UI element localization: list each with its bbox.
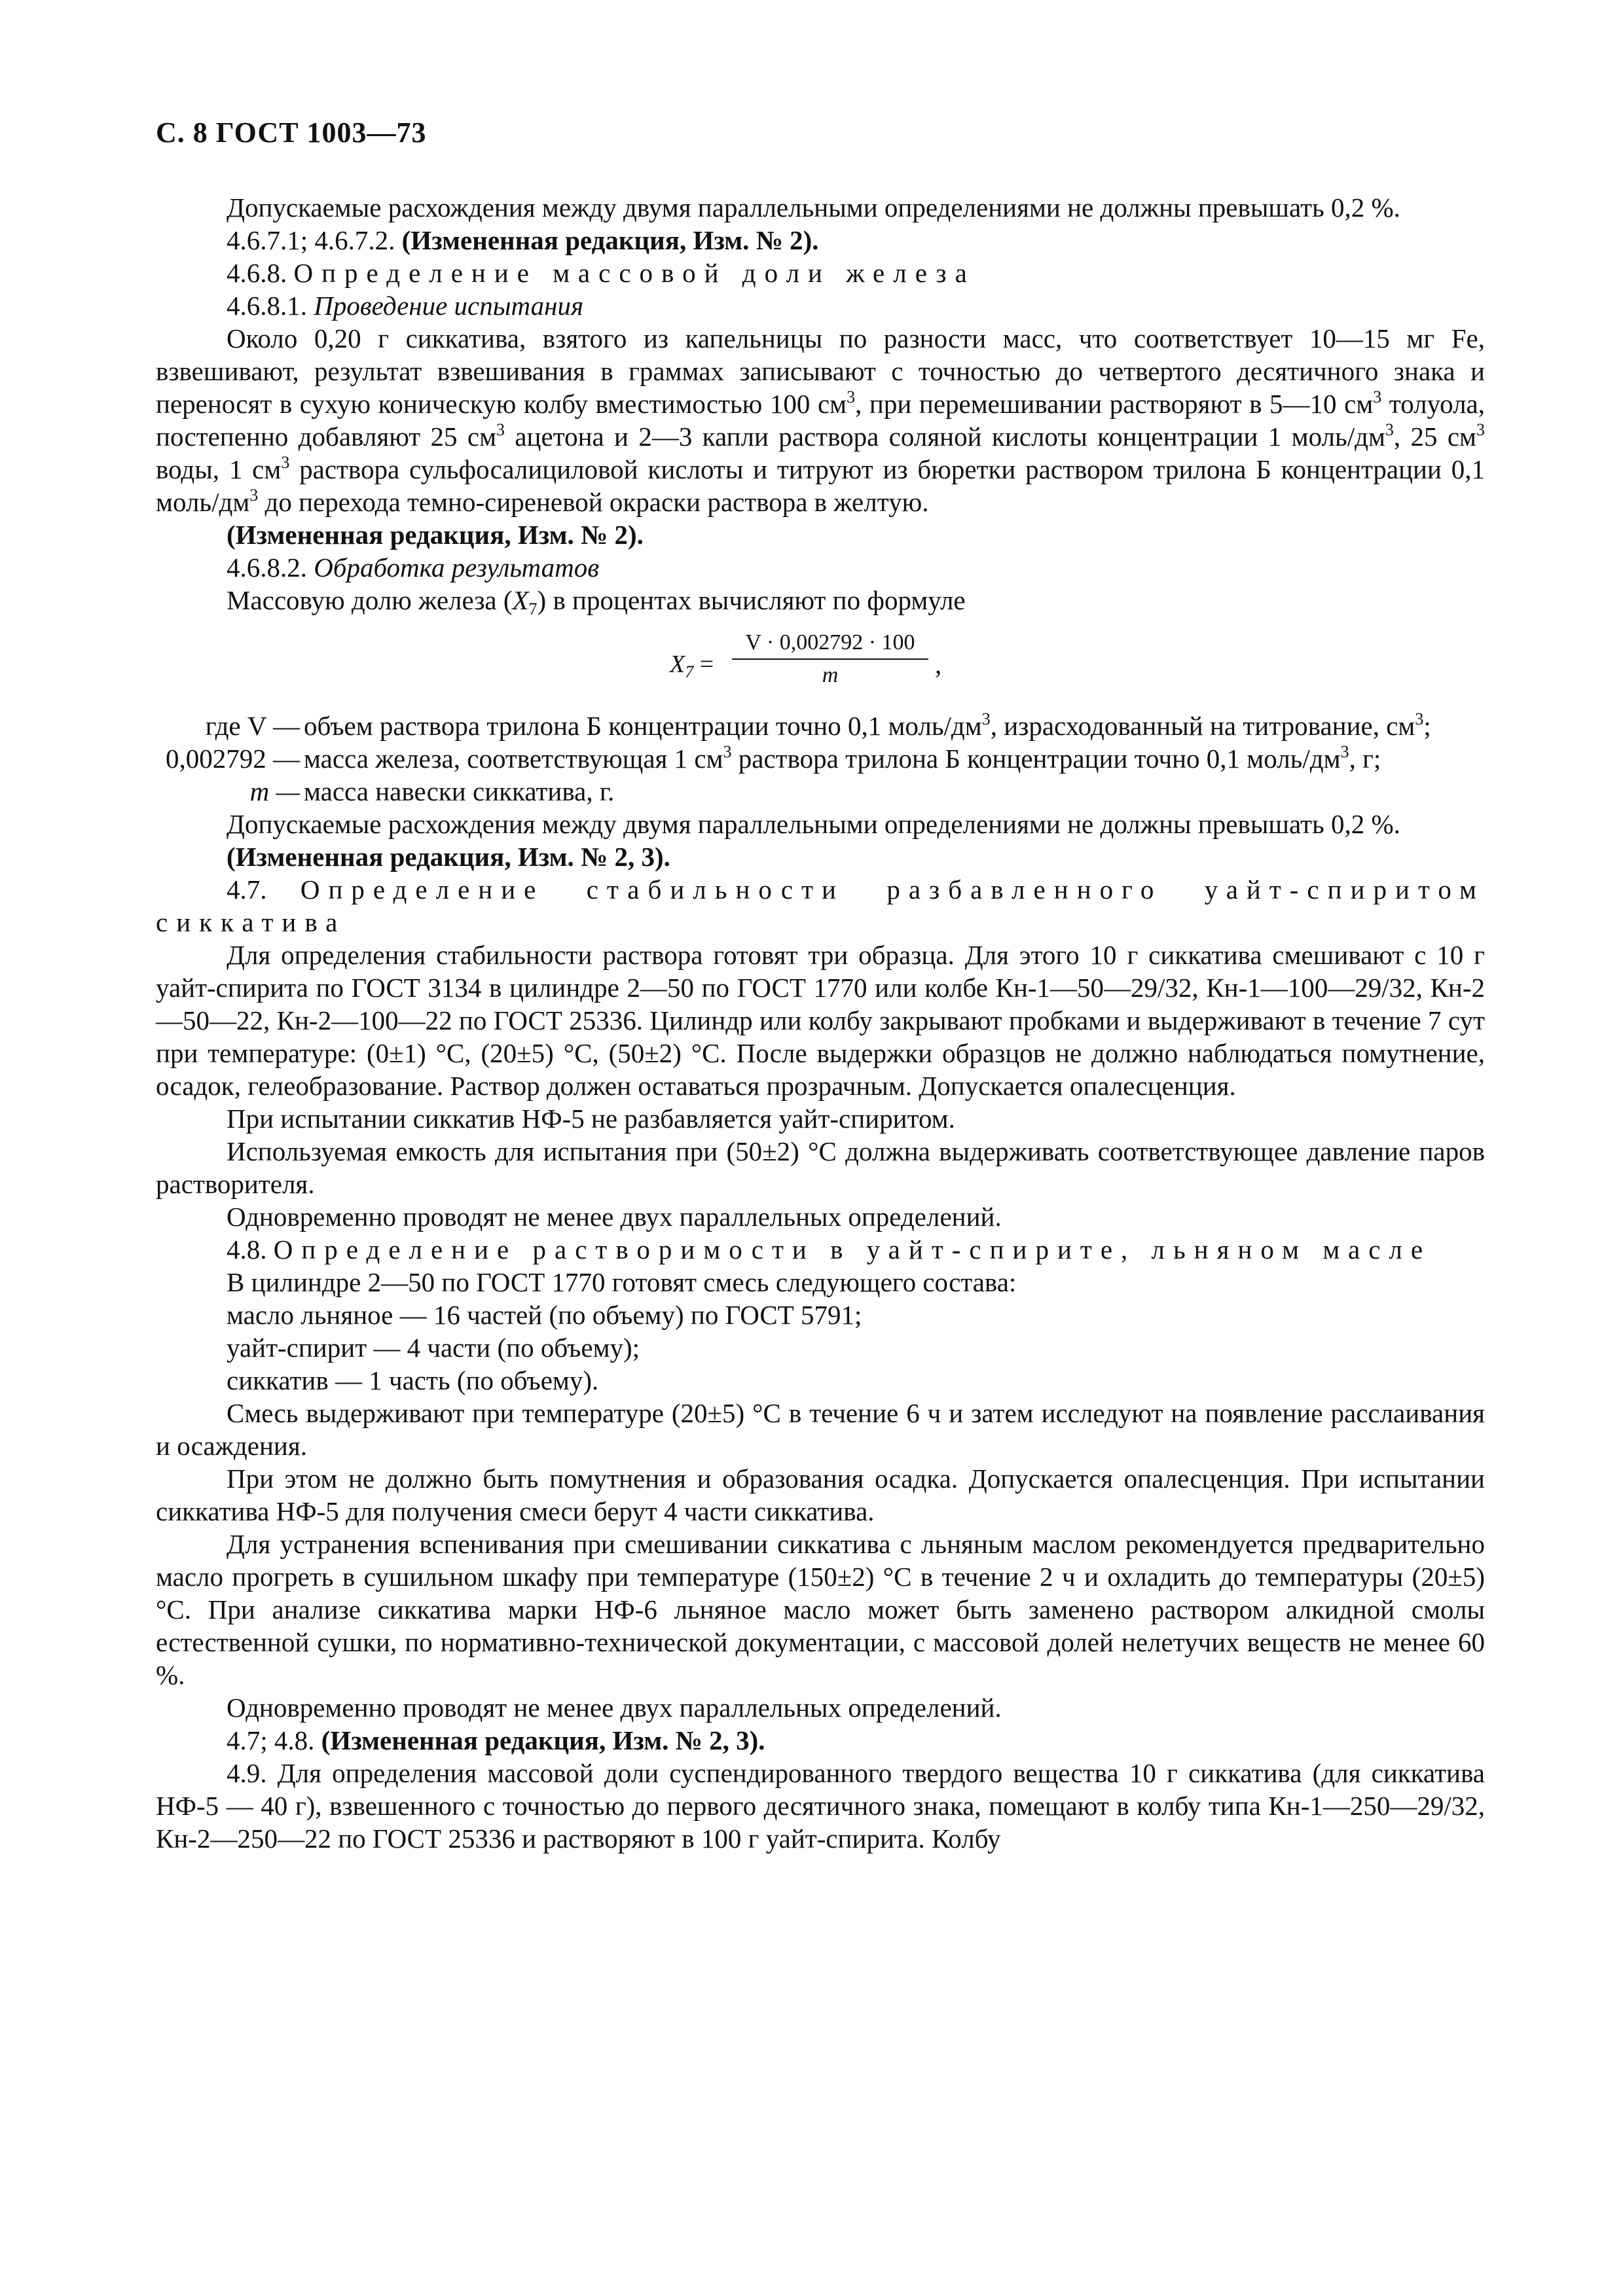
- amendment-note: (Измененная редакция, Изм. № 2).: [227, 520, 644, 550]
- superscript: 3: [723, 742, 732, 761]
- subscript: 7: [528, 600, 538, 619]
- definition-text: [304, 742, 1485, 775]
- text-run: Массовую долю железа (: [227, 585, 513, 615]
- superscript: 3: [281, 453, 290, 472]
- section-title: Определение растворимости в уайт-спирите, льняном масле: [273, 1234, 1432, 1265]
- text-run: раствора трилона Б концентрации точно 0,1 моль/дм: [731, 744, 1341, 774]
- text-run: , г;: [1349, 744, 1381, 774]
- text-run: ) в процентах вычисляют по формуле: [537, 585, 966, 615]
- superscript: 3: [1476, 420, 1485, 439]
- text-run: Около 0,20 г сиккатива, взятого из капельницы по разности масс, что соответствует 10—15 мг Fe, взвешивают, результат взвешивания в граммах записывают с точностью до четвертого десятичного знака и переносят в сухую коническую колбу вместимостью 100 см: [156, 323, 1485, 419]
- text-run: объем раствора трилона Б концентрации точно 0,1 моль/дм: [304, 711, 982, 741]
- definition-row: [156, 742, 1485, 775]
- subsection-heading: [156, 289, 1485, 322]
- section-number: 4.8.: [227, 1234, 267, 1265]
- paragraph: [156, 584, 1485, 617]
- definition-text: масса навески сиккатива, г.: [304, 776, 615, 806]
- paragraph: Допускаемые расхождения между двумя параллельными определениями не должны превышать 0,2 %.: [227, 192, 1400, 223]
- superscript: 3: [496, 420, 505, 439]
- paragraph: Допускаемые расхождения между двумя параллельными определениями не должны превышать 0,2 %.: [227, 809, 1400, 839]
- paragraph: Для устранения вспенивания при смешивании сиккатива с льняным маслом рекомендуется предварительно масло прогреть в сушильном шкафу при температуре (150±2) °С в течение 2 ч и охладить до температуры (20±5) °С. При анализе сиккатива марки НФ-6 льняное масло может быть заменено раствором алкидной смолы естественной сушки, по нормативно-технической документации, с массовой долей нелетучих веществ не менее 60 %.: [156, 1529, 1485, 1690]
- amendment-text: (Измененная редакция, Изм. № 2, 3).: [321, 1725, 765, 1755]
- section-number: 4.7; 4.8.: [227, 1725, 315, 1755]
- superscript: 3: [1385, 420, 1394, 439]
- list-item: масло льняное — 16 частей (по объему) по ГОСТ 5791;: [227, 1300, 862, 1330]
- fraction: [732, 628, 928, 691]
- paragraph: [156, 322, 1485, 518]
- amendment-note: (Измененная редакция, Изм. № 2, 3).: [227, 842, 670, 872]
- formula-lhs: [670, 648, 714, 681]
- subsection-title: Обработка результатов: [314, 552, 600, 583]
- text-run: , израсходованный на титрование, см: [990, 711, 1415, 741]
- definition-term: 0,002792 —: [166, 744, 300, 774]
- denominator: m: [822, 663, 839, 687]
- text-run: ;: [1423, 711, 1431, 741]
- definition-term: m —: [249, 776, 300, 806]
- page-header: С. 8 ГОСТ 1003—73: [156, 117, 427, 149]
- superscript: 3: [1373, 387, 1382, 406]
- section-number: 4.6.8.2.: [227, 552, 307, 583]
- amendment-note: [156, 224, 1485, 257]
- equals-sign: =: [699, 651, 714, 678]
- document-body: [156, 191, 1485, 1855]
- superscript: 3: [981, 709, 991, 728]
- text-run: ацетона и 2—3 капли раствора соляной кислоты концентрации 1 моль/дм: [505, 422, 1385, 452]
- paragraph: При этом не должно быть помутнения и образования осадка. Допускается опалесценция. При испытании сиккатива НФ-5 для получения смеси берут 4 части сиккатива.: [156, 1463, 1485, 1526]
- section-heading: [156, 257, 1485, 289]
- paragraph: При испытании сиккатив НФ-5 не разбавляется уайт-спиритом.: [227, 1103, 955, 1134]
- section-title: Определение стабильности разбавленного уайт-спиритом сиккатива: [156, 874, 1485, 937]
- superscript: 3: [1340, 742, 1349, 761]
- text-run: , 25 см: [1393, 422, 1476, 452]
- text-run: масса железа, соответствующая 1 см: [304, 744, 723, 774]
- section-heading: [156, 1233, 1485, 1266]
- text-run: , при перемешивании растворяют в 5—10 см: [855, 389, 1374, 419]
- subsection-title: Проведение испытания: [314, 291, 584, 321]
- paragraph: В цилиндре 2—50 по ГОСТ 1770 готовят смесь следующего состава:: [227, 1267, 1017, 1297]
- text-run: раствора сульфосалициловой кислоты и титруют из бюретки раствором трилона Б концентрации 0,1 моль/дм: [156, 454, 1485, 517]
- subsection-heading: [156, 551, 1485, 584]
- variable: X: [512, 585, 529, 615]
- paragraph: Одновременно проводят не менее двух параллельных определений.: [227, 1202, 1002, 1232]
- paragraph: 4.9. Для определения массовой доли суспендированного твердого вещества 10 г сиккатива (для сиккатива НФ-5 — 40 г), взвешенного с точностью до первого десятичного знака, помещают в колбу типа Кн-1—250—29/32, Кн-2—250—22 по ГОСТ 25336 и растворяют в 100 г уайт-спирита. Колбу: [156, 1758, 1485, 1854]
- section-title: Определение массовой доли железа: [293, 258, 976, 288]
- paragraph: Используемая емкость для испытания при (50±2) °С должна выдерживать соответствующее давление паров растворителя.: [156, 1136, 1485, 1199]
- superscript: 3: [249, 486, 259, 505]
- variable-definitions: [156, 709, 1485, 808]
- formula: [156, 622, 1485, 700]
- definition-text: [304, 709, 1485, 742]
- list-item: уайт-спирит — 4 части (по объему);: [227, 1333, 640, 1363]
- text-run: до перехода темно-сиреневой окраски раствора в желтую.: [258, 487, 929, 517]
- text-run: воды, 1 см: [156, 454, 282, 484]
- section-number: 4.7.: [227, 874, 267, 905]
- paragraph: Одновременно проводят не менее двух параллельных определений.: [227, 1693, 1002, 1723]
- section-number: 4.6.8.: [227, 258, 287, 288]
- section-heading: [156, 873, 1485, 939]
- amendment-text: (Измененная редакция, Изм. № 2).: [401, 225, 819, 255]
- superscript: 3: [847, 387, 856, 406]
- paragraph: Для определения стабильности раствора готовят три образца. Для этого 10 г сиккатива смешивают с 10 г уайт-спирита по ГОСТ 3134 в цилиндре 2—50 по ГОСТ 1770 или колбе Кн-1—50—29/32, Кн-1—100—29/32, Кн-2—50—22, Кн-2—100—22 по ГОСТ 25336. Цилиндр или колбу закрывают пробками и выдерживают в течение 7 сут при температуре: (0±1) °С, (20±5) °С, (50±2) °С. После выдержки образцов не должно наблюдаться помутнение, осадок, гелеобразование. Раствор должен оставаться прозрачным. Допускается опалесценция.: [156, 940, 1485, 1101]
- formula-comma: ,: [935, 649, 942, 679]
- section-number: 4.6.8.1.: [227, 291, 307, 321]
- superscript: 3: [1415, 709, 1424, 728]
- definition-row: [156, 775, 1485, 808]
- text-run: толуола, постепенно добавляют 25 см: [156, 389, 1485, 452]
- list-item: сиккатив — 1 часть (по объему).: [227, 1365, 599, 1395]
- definition-term: где V —: [205, 711, 300, 741]
- amendment-note: [156, 1724, 1485, 1757]
- subscript: 7: [685, 662, 694, 681]
- section-number: 4.6.7.1; 4.6.7.2.: [227, 225, 395, 255]
- variable: X: [670, 651, 685, 678]
- numerator: V · 0,002792 · 100: [745, 630, 915, 655]
- definition-row: [156, 709, 1485, 742]
- paragraph: Смесь выдерживают при температуре (20±5) °С в течение 6 ч и затем исследуют на появление расслаивания и осаждения.: [156, 1398, 1485, 1461]
